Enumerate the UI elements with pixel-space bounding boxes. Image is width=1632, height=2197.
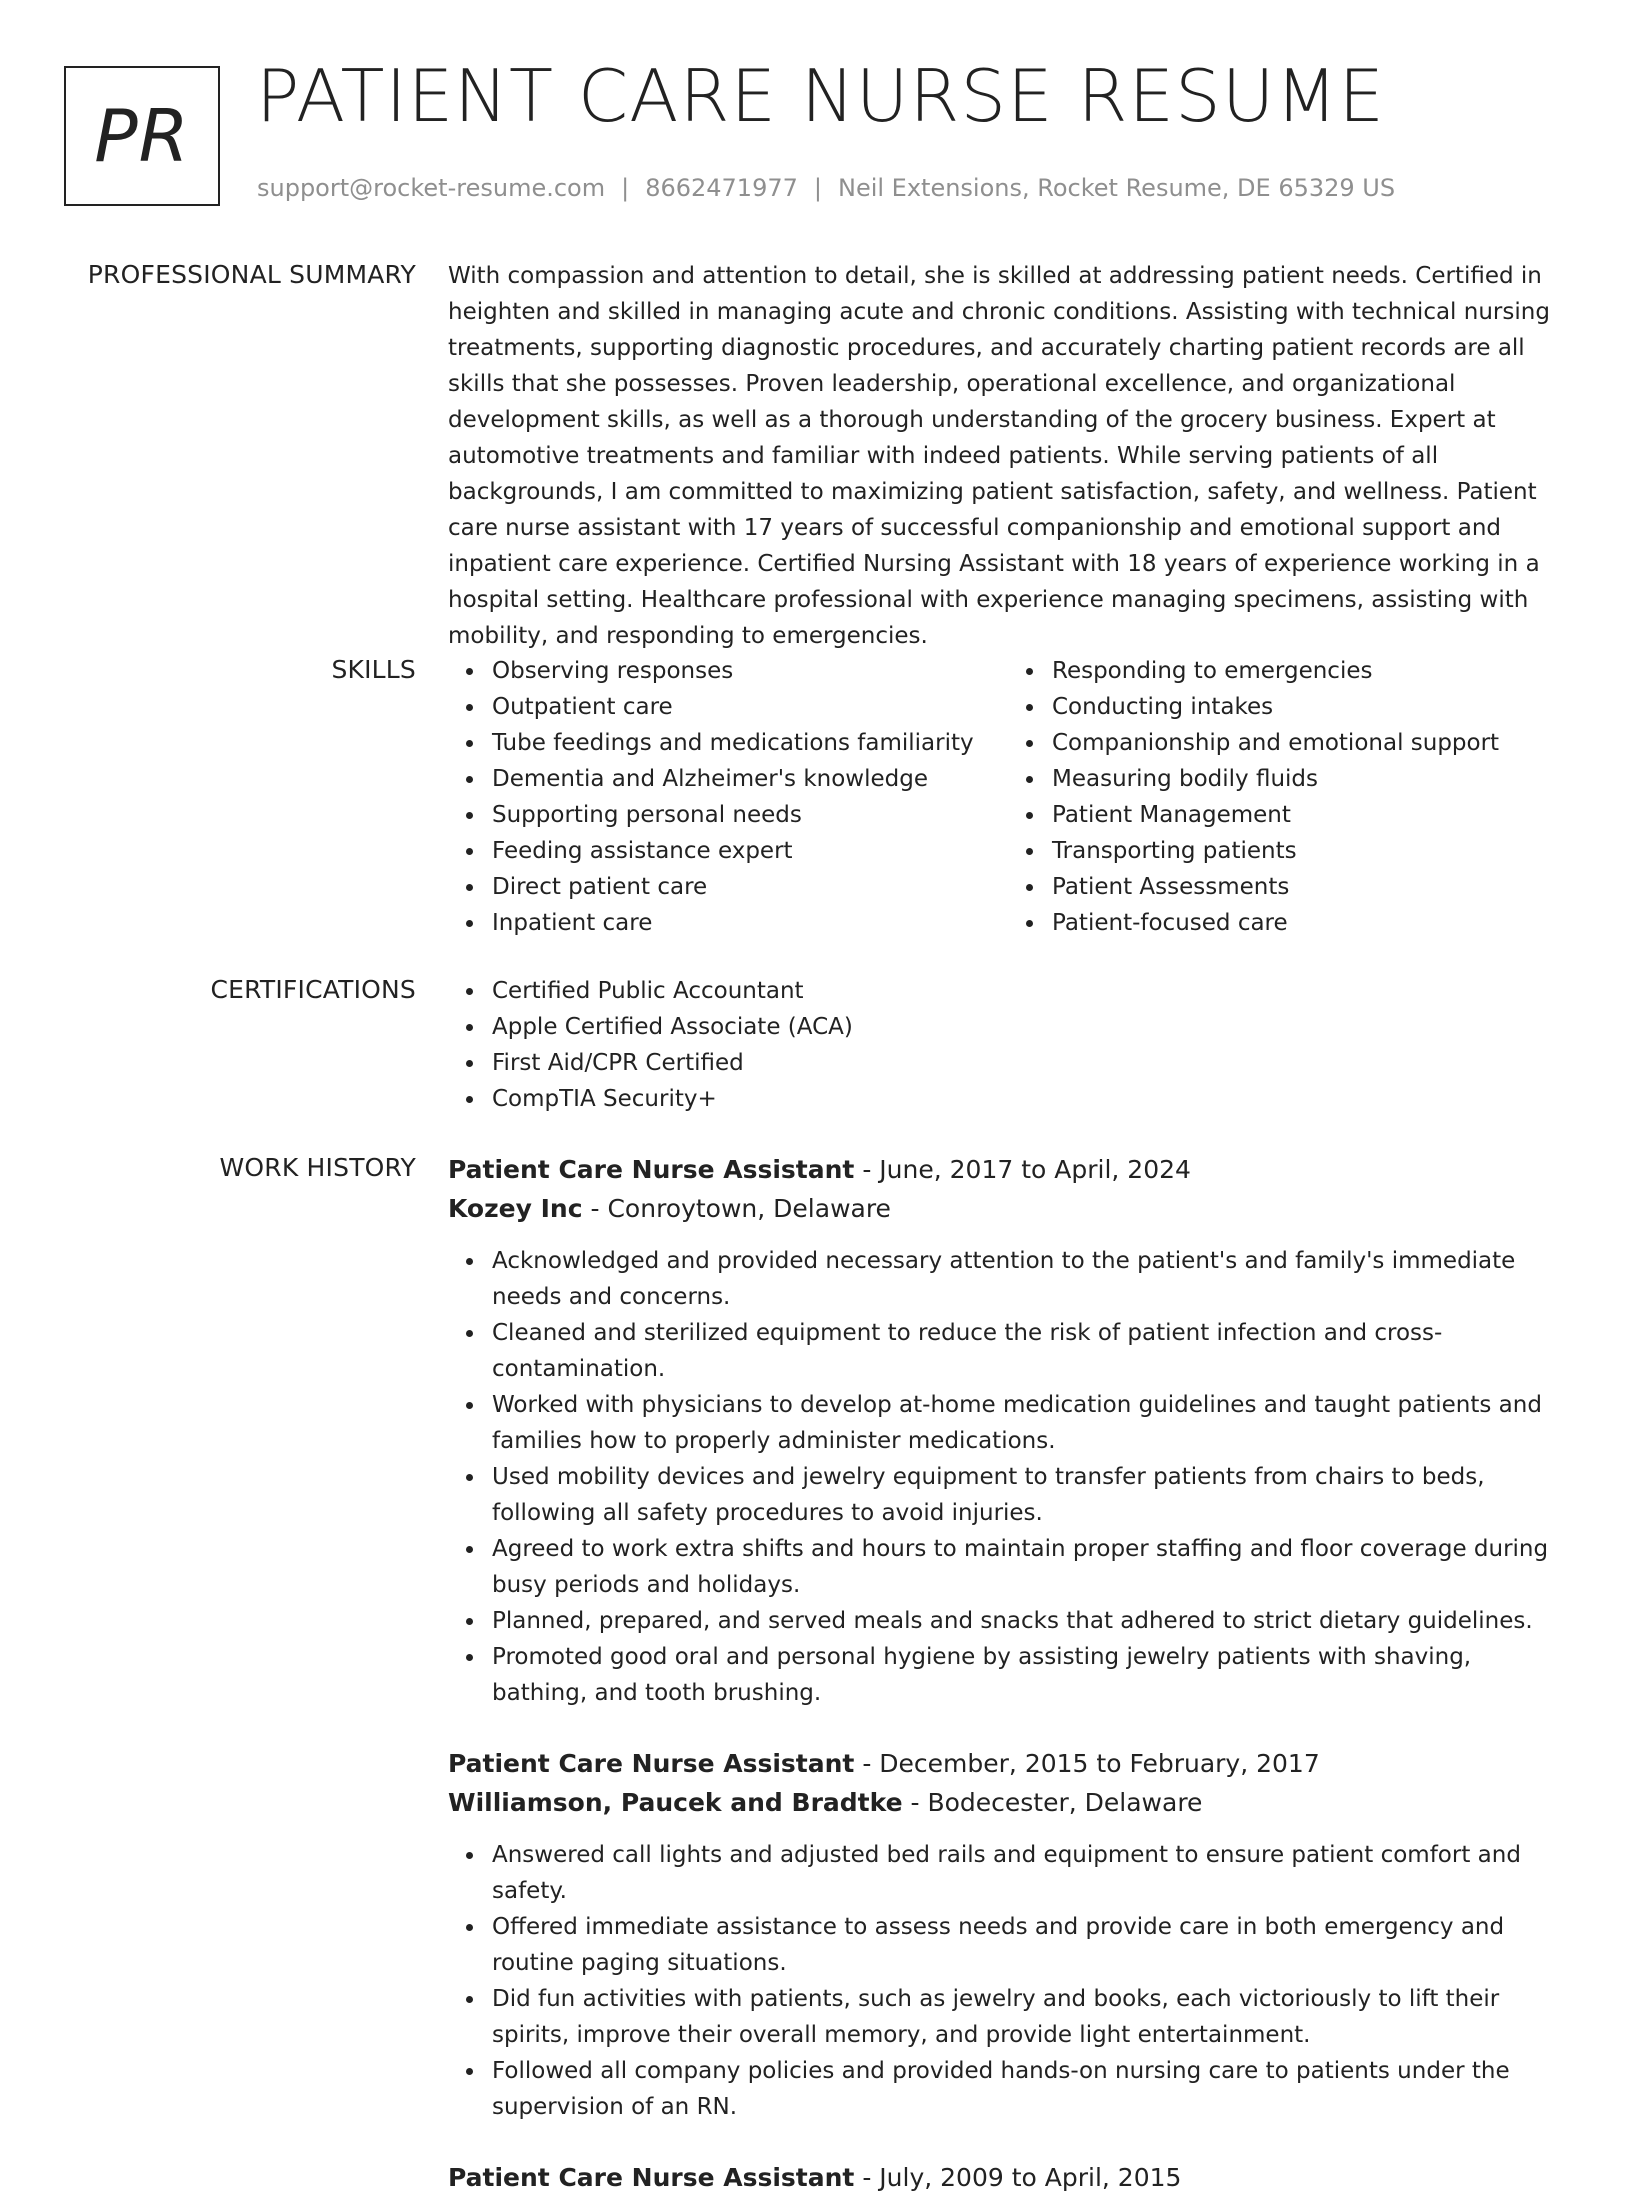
skill-item: Supporting personal needs	[492, 797, 1008, 833]
job-duty: Did fun activities with patients, such as jewelry and books, each victoriously to lift their spirits, improve their overall memory, and provide light entertainment.	[492, 1981, 1568, 2053]
job-duty: Used mobility devices and jewelry equipment to transfer patients from chairs to beds, following all safety procedures to avoid injuries.	[492, 1459, 1568, 1531]
contact-phone[interactable]: 8662471977	[645, 174, 798, 202]
work-history-body	[448, 1151, 1568, 2197]
skill-item: Transporting patients	[1052, 833, 1568, 869]
job-duties-list	[448, 1837, 1568, 2125]
work-history-heading: WORK HISTORY	[219, 1153, 416, 1182]
monogram-initials: PR	[94, 94, 190, 178]
job-duty: Cleaned and sterilized equipment to reduce the risk of patient infection and cross-contamination.	[492, 1315, 1568, 1387]
skill-item: Observing responses	[492, 653, 1008, 689]
skill-item: Dementia and Alzheimer's knowledge	[492, 761, 1008, 797]
contact-email[interactable]: support@rocket-resume.com	[257, 174, 606, 202]
skill-item: Tube feedings and medications familiarity	[492, 725, 1008, 761]
job-title-line: Patient Care Nurse Assistant - July, 2009 to April, 2015	[448, 2163, 1182, 2192]
skill-item: Inpatient care	[492, 905, 1008, 941]
job-duty: Acknowledged and provided necessary attention to the patient's and family's immediate needs and concerns.	[492, 1243, 1568, 1315]
certification-item: Apple Certified Associate (ACA)	[492, 1009, 1568, 1045]
job-entry	[448, 1151, 1568, 1711]
job-entry	[448, 1745, 1568, 2125]
job-title: Patient Care Nurse Assistant	[448, 1155, 855, 1184]
certification-item: First Aid/CPR Certified	[492, 1045, 1568, 1081]
resume-title: PATIENT CARE NURSE RESUME	[256, 54, 1386, 138]
skill-item: Conducting intakes	[1052, 689, 1568, 725]
job-company: Kozey Inc	[448, 1194, 583, 1223]
skill-item: Direct patient care	[492, 869, 1008, 905]
certification-item: Certified Public Accountant	[492, 973, 1568, 1009]
job-dates: December, 2015 to February, 2017	[879, 1749, 1320, 1778]
summary-body	[448, 258, 1568, 654]
summary-heading: PROFESSIONAL SUMMARY	[87, 260, 416, 289]
job-title-line: Patient Care Nurse Assistant - June, 2017 to April, 2024	[448, 1155, 1191, 1184]
job-duty: Followed all company policies and provided hands-on nursing care to patients under the supervision of an RN.	[492, 2053, 1568, 2125]
job-title-line: Patient Care Nurse Assistant - December, 2015 to February, 2017	[448, 1749, 1320, 1778]
skill-item: Responding to emergencies	[1052, 653, 1568, 689]
job-duty: Agreed to work extra shifts and hours to maintain proper staffing and floor coverage during busy periods and holidays.	[492, 1531, 1568, 1603]
job-duty: Offered immediate assistance to assess needs and provide care in both emergency and routine paging situations.	[492, 1909, 1568, 1981]
contact-separator: |	[813, 174, 822, 202]
job-dates: July, 2009 to April, 2015	[879, 2163, 1182, 2192]
skills-list-left	[448, 653, 1008, 941]
job-title: Patient Care Nurse Assistant	[448, 2163, 855, 2192]
contact-separator: |	[621, 174, 630, 202]
skill-item: Measuring bodily fluids	[1052, 761, 1568, 797]
job-company-line: Kozey Inc - Conroytown, Delaware	[448, 1194, 891, 1223]
job-duty: Promoted good oral and personal hygiene by assisting jewelry patients with shaving, bathing, and tooth brushing.	[492, 1639, 1568, 1711]
job-duty: Answered call lights and adjusted bed rails and equipment to ensure patient comfort and safety.	[492, 1837, 1568, 1909]
job-entry	[448, 2159, 1568, 2197]
certifications-list	[448, 973, 1568, 1117]
job-location: Bodecester, Delaware	[927, 1788, 1203, 1817]
skill-item: Feeding assistance expert	[492, 833, 1008, 869]
job-title: Patient Care Nurse Assistant	[448, 1749, 855, 1778]
job-company: Williamson, Paucek and Bradtke	[448, 1788, 903, 1817]
skill-item: Companionship and emotional support	[1052, 725, 1568, 761]
skill-item: Patient-focused care	[1052, 905, 1568, 941]
certifications-heading: CERTIFICATIONS	[210, 975, 416, 1004]
job-duty: Worked with physicians to develop at-home medication guidelines and taught patients and families how to properly administer medications.	[492, 1387, 1568, 1459]
skill-item: Patient Management	[1052, 797, 1568, 833]
skill-item: Patient Assessments	[1052, 869, 1568, 905]
certification-item: CompTIA Security+	[492, 1081, 1568, 1117]
job-duties-list	[448, 1243, 1568, 1711]
skills-heading: SKILLS	[331, 655, 416, 684]
summary-text: With compassion and attention to detail, she is skilled at addressing patient needs. Certified in heighten and skilled in managing acute and chronic conditions. Assisting with technical nursing treatments, supporting diagnostic procedures, and accurately charting patient records are all skills that she possesses. Proven leadership, operational excellence, and organizational development skills, as well as a thorough understanding of the grocery business. Expert at automotive treatments and familiar with indeed patients. While serving patients of all backgrounds, I am committed to maximizing patient satisfaction, safety, and wellness. Patient care nurse assistant with 17 years of successful companionship and emotional support and inpatient care experience. Certified Nursing Assistant with 18 years of experience working in a hospital setting. Healthcare professional with experience managing specimens, assisting with mobility, and responding to emergencies.	[448, 263, 1550, 649]
skills-list-right	[1008, 653, 1568, 941]
job-duty: Planned, prepared, and served meals and snacks that adhered to strict dietary guidelines.	[492, 1603, 1568, 1639]
job-location: Conroytown, Delaware	[607, 1194, 891, 1223]
monogram-box	[64, 66, 220, 206]
certifications-body	[448, 973, 1568, 1117]
skills-columns	[448, 653, 1568, 941]
job-dates: June, 2017 to April, 2024	[879, 1155, 1191, 1184]
contact-line	[257, 174, 1395, 202]
skill-item: Outpatient care	[492, 689, 1008, 725]
contact-address: Neil Extensions, Rocket Resume, DE 65329 US	[837, 174, 1396, 202]
job-company-line: Williamson, Paucek and Bradtke - Bodecester, Delaware	[448, 1788, 1203, 1817]
